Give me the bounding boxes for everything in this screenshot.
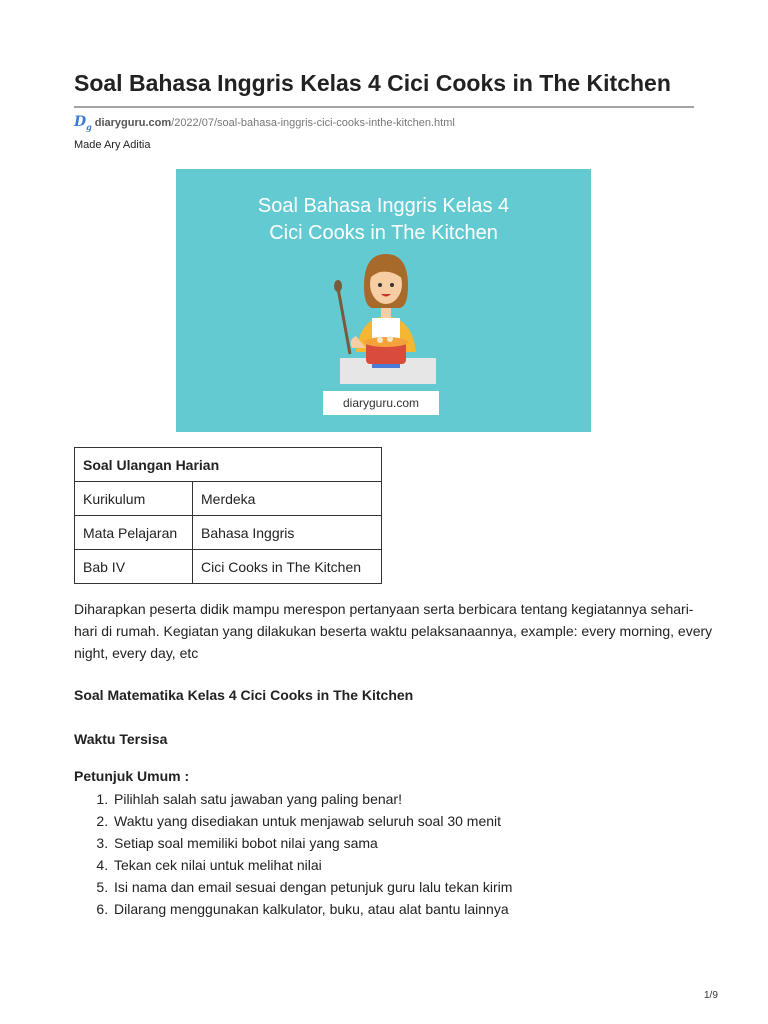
article-title: Soal Bahasa Inggris Kelas 4 Cici Cooks in The Kitchen: [74, 70, 671, 96]
table-cell-value: Bahasa Inggris: [193, 516, 382, 550]
hero-image: [176, 169, 591, 432]
hero-site-label: diaryguru.com: [323, 391, 439, 415]
hero-title-line-1: Soal Bahasa Inggris Kelas 4: [257, 195, 510, 217]
table-row: [75, 516, 382, 550]
hero-title: [176, 193, 591, 247]
table-row: [75, 550, 382, 584]
page-number: 1/9: [704, 990, 718, 1001]
cooking-girl-illustration: [326, 244, 446, 384]
author-name: Made Ary Aditia: [74, 139, 151, 151]
info-table: [74, 447, 382, 584]
list-item: 4. Tekan cek nilai untuk melihat nilai: [112, 854, 512, 876]
list-item: 5. Isi nama dan email sesuai dengan petunjuk guru lalu tekan kirim: [112, 876, 512, 898]
list-item: 6. Dilarang menggunakan kalkulator, buku, atau alat bantu lainnya: [112, 898, 512, 920]
source-url[interactable]: [74, 114, 455, 132]
intro-paragraph: Diharapkan peserta didik mampu merespon pertanyaan serta berbicara tentang kegiatannya sehari-hari di rumah. Kegiatan yang dilakukan beserta waktu pelaksanaannya, example: every morning, every night, every day, etc: [74, 601, 713, 661]
instructions-list: [74, 788, 512, 920]
source-path[interactable]: /2022/07/soal-bahasa-inggris-cici-cooks-inthe-kitchen.html: [171, 116, 455, 129]
table-row: [75, 482, 382, 516]
table-cell-value: Cici Cooks in The Kitchen: [193, 550, 382, 584]
timer-label: Waktu Tersisa: [74, 731, 168, 747]
table-header-row: [75, 448, 382, 482]
table-cell-key: Bab IV: [75, 550, 193, 584]
table-cell-key: Kurikulum: [75, 482, 193, 516]
table-header: Soal Ulangan Harian: [75, 448, 382, 482]
list-item: 2. Waktu yang disediakan untuk menjawab seluruh soal 30 menit: [112, 810, 512, 832]
title-divider: [74, 106, 694, 108]
hero-title-line-2: Cici Cooks in The Kitchen: [269, 222, 498, 244]
list-item: 3. Setiap soal memiliki bobot nilai yang sama: [112, 832, 512, 854]
table-cell-value: Merdeka: [193, 482, 382, 516]
source-domain[interactable]: diaryguru.com: [94, 116, 172, 129]
section-title: Soal Matematika Kelas 4 Cici Cooks in The Kitchen: [74, 687, 414, 703]
list-item: 1. Pilihlah salah satu jawaban yang paling benar!: [112, 788, 512, 810]
table-cell-key: Mata Pelajaran: [75, 516, 193, 550]
instructions-heading: Petunjuk Umum :: [74, 768, 190, 784]
diaryguru-logo-icon: $D_g$: [74, 114, 92, 132]
